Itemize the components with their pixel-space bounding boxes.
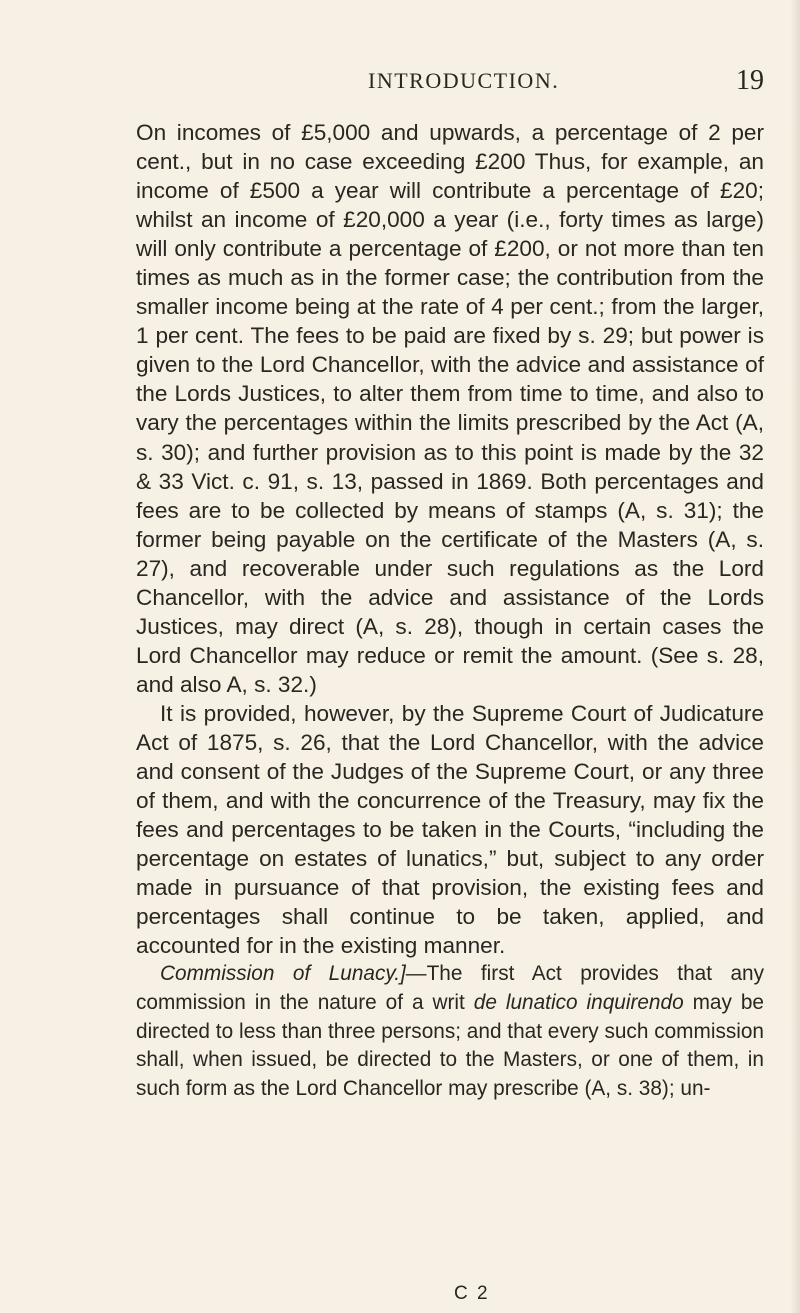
commission-text-end: may be directed to less than three persons; and that every such commission shall, when issued, be directed to the Masters, or one of them, in such form as the Lord Chancellor may prescribe (A, s. 38); un- xyxy=(136,990,764,1100)
paragraph-judicature-act: It is provided, however, by the Supreme Court of Judicature Act of 1875, s. 26, that the Lord Chancellor, with the advice and consent of the Judges of the Supreme Court, or any three of them, and with the concurrence of the Treasury, may fix the fees and percentages to be taken in the Courts, “including the percentage on estates of lunatics,” but, subject to any order made in pursuance of that provision, the existing fees and percentages shall continue to be taken, applied, and accounted for in the existing manner. xyxy=(136,700,764,959)
writ-name: de lunatico inquirendo xyxy=(473,990,684,1014)
page-header xyxy=(136,65,764,98)
section-heading: Commission of Lunacy.] xyxy=(160,962,406,986)
paragraph-commission-of-lunacy xyxy=(136,960,764,1103)
page-edge-shadow xyxy=(790,0,800,1313)
signature-mark: C 2 xyxy=(454,1283,490,1304)
running-title: INTRODUCTION. xyxy=(368,68,560,93)
page-number: 19 xyxy=(736,65,764,96)
commission-text-start: —The first Act provides that any commission in the nature of a writ xyxy=(136,962,764,1014)
body-text xyxy=(136,118,764,1103)
paragraph-fees-and-percentages: On incomes of £5,000 and upwards, a percentage of 2 per cent., but in no case exceeding £200 Thus, for example, an income of £500 a year will contribute a percentage of £20; whilst an income of £20,000 a year (i.e., forty times as large) will only contribute a percentage of £200, or not more than ten times as much as in the former case; the contribution from the smaller income being at the rate of 4 per cent.; from the larger, 1 per cent. The fees to be paid are fixed by s. 29; but power is given to the Lord Chancellor, with the advice and assistance of the Lords Justices, to alter them from time to time, and also to vary the percentages within the limits prescribed by the Act (A, s. 30); and further provision as to this point is made by the 32 & 33 Vict. c. 91, s. 13, passed in 1869. Both percentages and fees are to be collected by means of stamps (A, s. 31); the former being payable on the certificate of the Masters (A, s. 27), and recoverable under such regulations as the Lord Chancellor, with the advice and assistance of the Lords Justices, may direct (A, s. 28), though in certain cases the Lord Chancellor may reduce or remit the amount. (See s. 28, and also A, s. 32.) xyxy=(136,120,764,697)
